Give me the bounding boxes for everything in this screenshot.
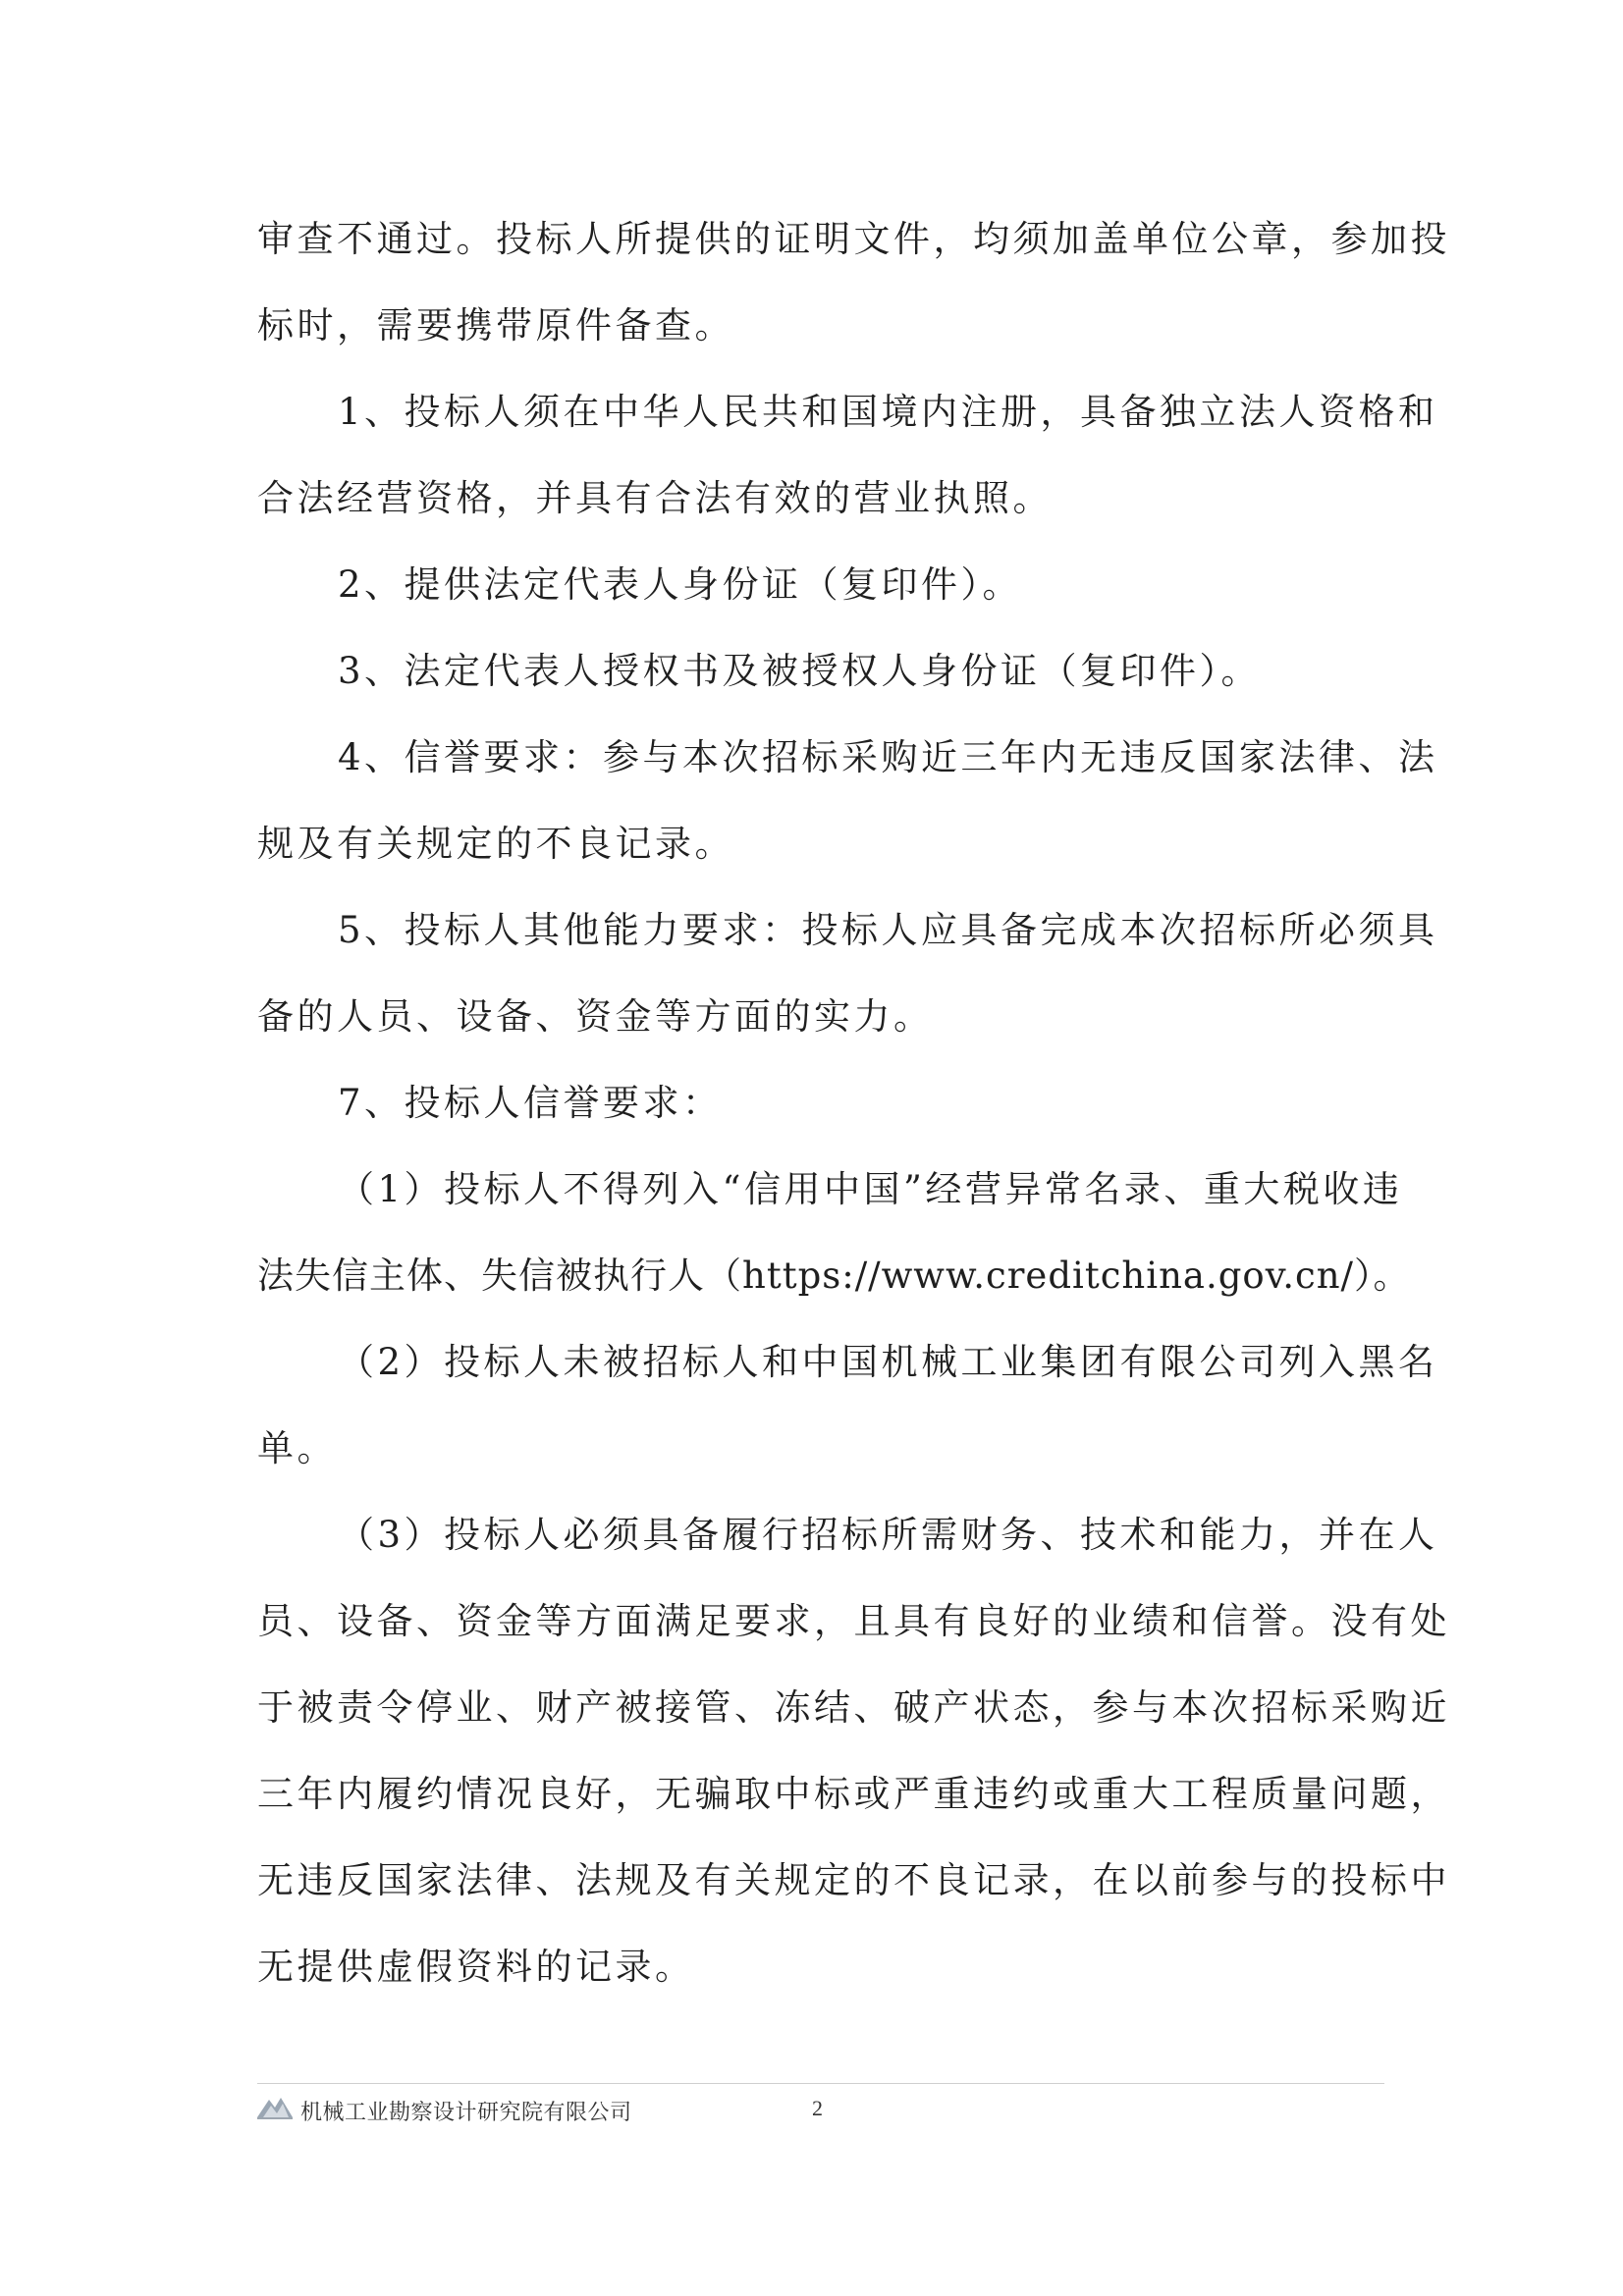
- sub-requirement-3: （3）投标人必须具备履行招标所需财务、技术和能力，并在人: [338, 1514, 1438, 1556]
- paragraph-line: 审查不通过。投标人所提供的证明文件，均须加盖单位公章，参加投: [257, 218, 1450, 260]
- paragraph-line: 规及有关规定的不良记录。: [257, 823, 734, 865]
- requirement-5: 5、投标人其他能力要求：投标人应具备完成本次招标所必须具: [338, 909, 1438, 951]
- paragraph-line: 备的人员、设备、资金等方面的实力。: [257, 995, 934, 1038]
- paragraph-line: 单。: [257, 1427, 337, 1469]
- paragraph-line: 三年内履约情况良好，无骗取中标或严重违约或重大工程质量问题，: [257, 1773, 1450, 1815]
- page-footer: [257, 2083, 1384, 2143]
- paragraph-line: 于被责令停业、财产被接管、冻结、破产状态，参与本次招标采购近: [257, 1686, 1450, 1729]
- sub-requirement-2: （2）投标人未被招标人和中国机械工业集团有限公司列入黑名: [338, 1341, 1438, 1383]
- page-number: 2: [812, 2096, 823, 2120]
- requirement-7: 7、投标人信誉要求：: [338, 1082, 723, 1124]
- requirement-1: 1、投标人须在中华人民共和国境内注册，具备独立法人资格和: [338, 391, 1438, 433]
- paragraph-line: 合法经营资格，并具有合法有效的营业执照。: [257, 477, 1053, 519]
- document-body: [257, 196, 1450, 2010]
- footer-company-name: 机械工业勘察设计研究院有限公司: [300, 2101, 632, 2125]
- paragraph-line-with-url: 法失信主体、失信被执行人（https://www.creditchina.gov.cn/）。: [257, 1255, 1411, 1297]
- requirement-4: 4、信誉要求：参与本次招标采购近三年内无违反国家法律、法: [338, 736, 1438, 778]
- paragraph-line: 标时，需要携带原件备查。: [257, 304, 734, 347]
- mountain-logo-icon: [257, 2094, 293, 2119]
- requirement-3: 3、法定代表人授权书及被授权人身份证（复印件）。: [338, 650, 1262, 692]
- paragraph-line: 无违反国家法律、法规及有关规定的不良记录，在以前参与的投标中: [257, 1859, 1450, 1901]
- paragraph-line: 员、设备、资金等方面满足要求，且具有良好的业绩和信誉。没有处: [257, 1600, 1450, 1642]
- sub-requirement-1: （1）投标人不得列入“信用中国”经营异常名录、重大税收违: [338, 1168, 1403, 1210]
- paragraph-line: 无提供虚假资料的记录。: [257, 1946, 695, 1988]
- requirement-2: 2、提供法定代表人身份证（复印件）。: [338, 563, 1023, 606]
